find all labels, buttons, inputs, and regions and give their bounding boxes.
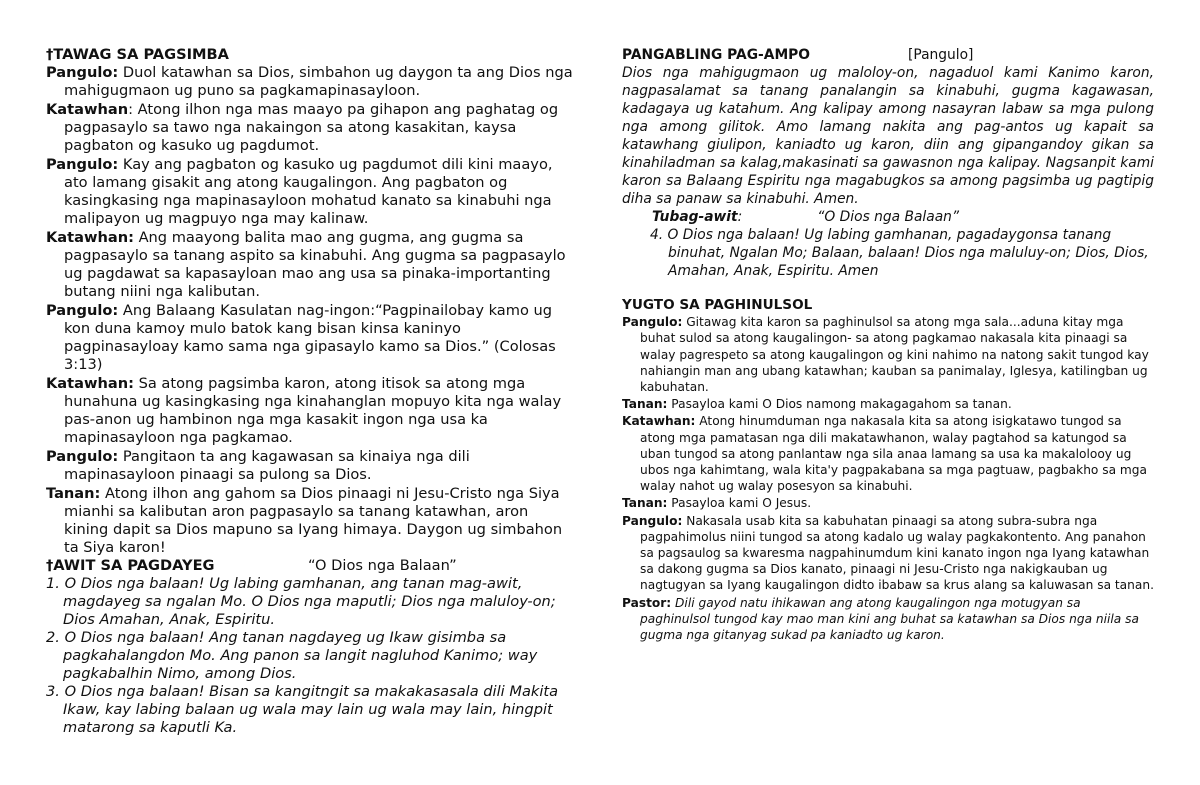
response-colon: : [737,209,743,225]
litany-line [622,314,1154,395]
opening-prayer-heading: PANGABLING PAG-AMPO [622,47,811,63]
hymn-heading-row [46,557,576,575]
litany-line [622,413,1154,494]
litany-line [46,229,576,301]
litany-text: Pangitaon ta ang kagawasan sa kinaiya nga dili mapinasayloon pinaagi sa pulong sa Dios. [64,448,470,483]
opening-prayer-section [622,46,1154,280]
speaker-label: Katawhan [46,101,129,118]
litany-text: : Atong ilhon nga mas maayo pa gihapon ang paghatag og pagpasaylo sa tawo nga nakaingon sa atong kasakitan, kaysa pagbaton og kasuko ug pagdumot. [64,101,559,154]
speaker-label: Pastor: [622,595,672,610]
litany-text: Duol katawhan sa Dios, simbahon ug daygon ta ang Dios nga mahigugmaon ug puno sa pagkamapinasayloon. [64,64,573,99]
speaker-label: Pangulo: [46,302,119,319]
opening-prayer-text [622,64,1154,208]
litany-text: Gitawag kita karon sa paghinulsol sa atong mga sala...aduna kitay mga buhat sulod sa atong kaugalingon- sa atong pagkamao nakasala kita pinaagi sa walay pagrespeto sa atong kaugalingon og kini nahimo na natong sakit tungod kay nahiangin man ang ubang katawhan; kauban sa panimalay, Iglesya, katilingban ug kabuhatan. [640,315,1149,395]
litany-line [622,396,1154,412]
litany-line [46,485,576,557]
speaker-label: Pangulo: [46,156,119,173]
right-column [622,46,1154,643]
litany-text: Sa atong pagsimba karon, atong itisok sa atong mga hunahuna ug kasingkasing nga kinahanglan mopuyo kita nga walay pas-anon ug hambinon nga mga kasakit ingon nga usa ka mapinasayloon nga pagkamao. [64,375,562,446]
opening-prayer-heading-row [622,46,1154,64]
litany-text: Ang Balaang Kasulatan nag-ingon:“Pagpinailobay kamo ug kon duna kamoy mulo batok kang bisan kinsa kaninyo pagpinasayloay kamo sama nga gipasaylo kamo sa Dios.” (Colosas 3:13) [64,302,556,373]
litany-line [622,513,1154,594]
repentance-section [622,297,1154,643]
litany-line [46,101,576,155]
litany-text: Pasayloa kami O Dios namong makagagahom sa tanan. [667,397,1012,412]
speaker-label: Pangulo: [46,448,119,465]
litany-text: Atong ilhon ang gahom sa Dios pinaagi ni Jesu-Cristo nga Siya mianhi sa kalibutan aron pagpasaylo sa tanang katawhan, aron kining dapit sa Dios mapuno sa Iyang himaya. Daygon ug simbahon ta Siya karon! [64,485,563,556]
response-label: Tubag-awit [652,209,738,225]
speaker-label: Pangulo: [622,513,683,528]
hymn-verse: 2. O Dios nga balaan! Ang tanan nagdayeg ug Ikaw gisimba sa pagkahalangdon Mo. Ang panon sa langit nagluhod Kanimo; way pagkabalhin Nimo, among Dios. [46,629,538,682]
speaker-label: Tanan: [622,496,668,511]
litany-text: Pasayloa kami O Jesus. [667,496,812,511]
prayer-intro: Dios nga mahigugmaon ug maloloy-on, [622,65,930,81]
prayer-body: nagaduol kami Kanimo karon, nagpasalamat sa tanang panalangin sa kinabuhi, gugma kagawasan, kadagaya ug katahum. Ang kalipay among nasayran labaw sa mga pulong nga among gilitok. Amo lamang nakita ang pag-antos ug kapait sa katawhang giulipon, kaniadto ug karon, diin ang gipangandoy gikan sa kinahiladman sa kalag,makasinati sa gawasnon nga kalipay. Nagsanpit kami karon sa Balaang Espiritu nga magabugkos sa among pagsimba ug pagtipig diha sa panaw sa kinabuhi. Amen. [622,65,1154,207]
left-column [46,46,576,737]
litany-line [622,595,1154,644]
speaker-label: Pangulo: [622,315,683,330]
hymn-verse: 3. O Dios nga balaan! Bisan sa kangitngit sa makakasasala dili Makita Ikaw, kay labing balaan ug wala may lain ug wala may lain, hingpit matarong sa kaputli Ka. [46,683,559,736]
litany-line [622,495,1154,511]
hymn-verse-4: 4. O Dios nga balaan! Ug labing gamhanan, pagadaygonsa tanang binuhat, Ngalan Mo; Balaan, balaan! Dios nga maluluy-on; Dios, Dios, Amahan, Anak, Espiritu. Amen [650,227,1149,279]
litany-text: Dili gayod natu ihikawan ang atong kaugalingon nga motugyan sa paghinulsol tungod kay mao man kini ang buhat sa katawhan sa Dios nga niila sa gugma nga gitanyag sukad pa kaniadto ug karon. [640,595,1139,643]
litany-line [46,375,576,447]
speaker-label: Tanan: [622,397,668,412]
speaker-label: Tanan: [46,485,101,502]
prayer-leader-note: [Pangulo] [908,47,974,63]
litany-text: Nakasala usab kita sa kabuhatan pinaagi sa atong subra-subra nga pagpahimolus niini tungod sa atong kadalo ug walay pagkakontento. Ang panahon sa pagsaulog sa kwaresma nagpahinumdum kini kanato ingon nga Iyang katawhan sa dakong gugma sa Dios kanato, pinaagi ni Jesu-Cristo nga nakigkauban ug nagtugyan sa Iyang kaugalingon didto ibabaw sa krus alang sa kaluwasan sa tanan. [640,513,1154,593]
repentance-heading: YUGTO SA PAGHINULSOL [622,297,813,313]
litany-line [46,302,576,374]
speaker-label: Katawhan: [46,375,134,392]
speaker-label: Katawhan: [46,229,134,246]
litany-line [46,448,576,484]
litany-line [46,64,576,100]
speaker-label: Pangulo: [46,64,119,81]
litany-text: Ang maayong balita mao ang gugma, ang gugma sa pagpasaylo sa tanang aspito sa kinabuhi. Ang gugma sa pagpasaylo ug pagdawat sa kapasayloan mao ang usa sa pinaka-importanting butang niini nga kalibutan. [64,229,566,300]
litany-text: Kay ang pagbaton og kasuko ug pagdumot dili kini maayo, ato lamang gisakit ang atong kaugalingon. Ang pagbaton og kasingkasing nga mapinasayloon mohatud kanato sa kinabuhi nga malipayon ug magpuyo nga may kalinaw. [64,156,553,227]
response-title: “O Dios nga Balaan” [817,209,960,225]
call-to-worship-list [46,64,576,557]
hymn-heading: †AWIT SA PAGDAYEG [46,557,215,574]
hymn-title: “O Dios nga Balaan” [308,557,457,574]
litany-text: Atong hinumduman nga nakasala kita sa atong isigkatawo tungod sa atong mga pamatasan nga dili makatawhanon, walay pagtahod sa katungod sa uban tungod sa atong panlantaw nga sila anaa lamang sa usa ka makalolooy ug ubos nga kahimtang, wala kita'y pagpakabana sa mga pagtuaw, pagbakho sa mga walay nahot ug walay posesyon sa kinabuhi. [640,414,1148,494]
hymn-verse: 1. O Dios nga balaan! Ug labing gamhanan, ang tanan mag-awit, magdayeg sa ngalan Mo. O Dios nga maputli; Dios nga maluloy-on; Dios Amahan, Anak, Espiritu. [46,575,556,628]
call-to-worship-heading: †TAWAG SA PAGSIMBA [46,46,229,63]
hymn-verses [46,575,576,737]
speaker-label: Katawhan: [622,414,696,429]
litany-line [46,156,576,228]
response-hymn-row [622,208,1154,226]
